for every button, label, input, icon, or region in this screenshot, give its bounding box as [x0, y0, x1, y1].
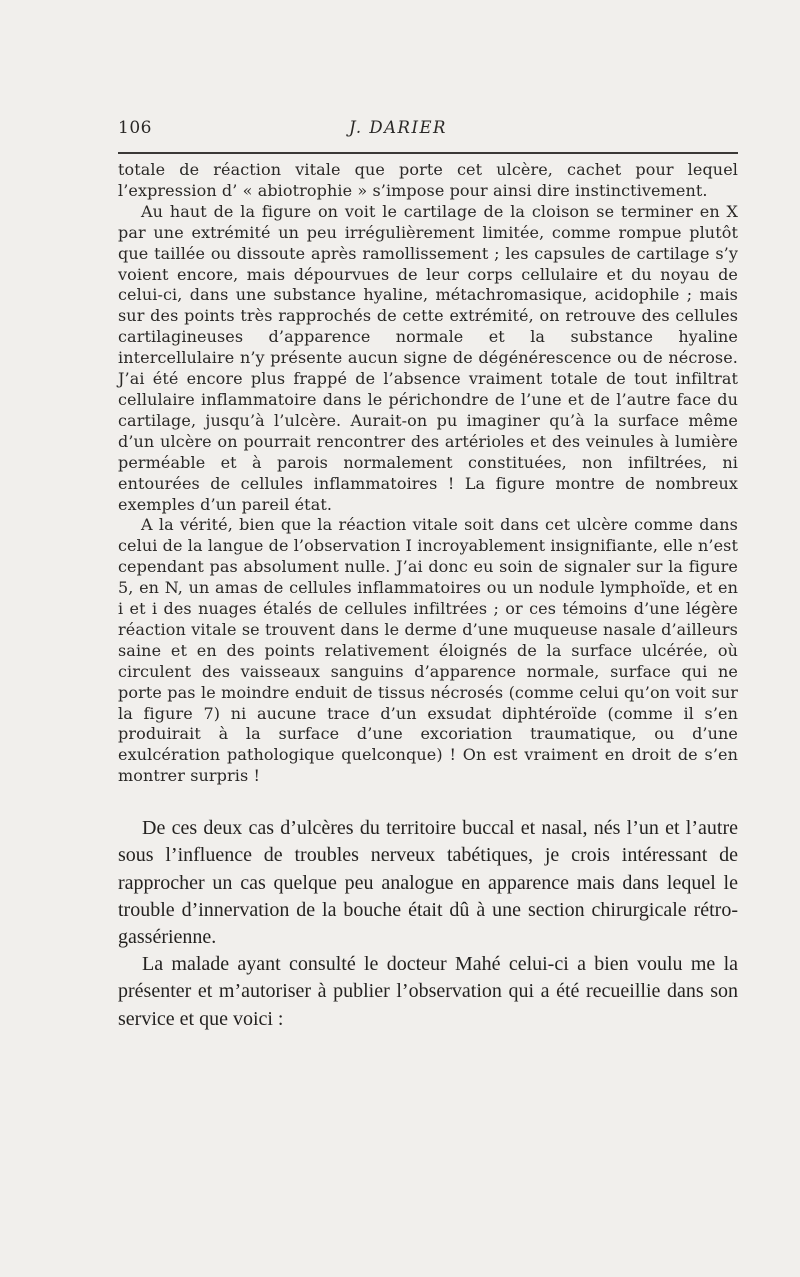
paragraph-1: totale de réaction vitale que porte cet ulcère, cachet pour lequel l’expression d’ « abiotrophie » s’impose pour ainsi dire instinctivement. — [118, 160, 738, 200]
paragraph-2: Au haut de la figure on voit le cartilage de la cloison se terminer en X par une extrémité un peu irrégulièrement limitée, comme rompue plutôt que taillée ou dissoute après ramollissement ; les capsules de cartilage s’y voient encore, mais dépourvues de leur corps cellulaire et du noyau de celui-ci, dans une substance hyaline, métachromasique, acidophile ; mais sur des points très rapprochés de cette extrémité, on retrouve des cellules cartilagineuses d’apparence normale et la substance hyaline intercellulaire n’y présente aucun signe de dégénérescence ou de nécrose. J’ai été encore plus frappé de l’absence vraiment totale de tout infiltrat cellulaire inflammatoire dans le périchondre de l’une et de l’autre face du cartilage, jusqu’à l’ulcère. Aurait-on pu imaginer qu’à la surface même d’un ulcère on pourrait rencontrer des artérioles et des veinules à lumière perméable et à parois normalement constituées, non infiltrées, ni entourées de cellules inflammatoires ! La figure montre de nombreux exemples d’un pareil état. — [118, 201, 738, 514]
paragraph-3: A la vérité, bien que la réaction vitale soit dans cet ulcère comme dans celui de la langue de l’observation I incroyablement insignifiante, elle n’est cependant pas absolument nulle. J’ai donc eu soin de signaler sur la figure 5, en N, un amas de cellules inflammatoires ou un nodule lymphoïde, et en i et i des nuages étalés de cellules infiltrées ; or ces témoins d’une légère réaction vitale se trouvent dans le derme d’une muqueuse nasale d’ailleurs saine et en des points relativement éloignés de la surface ulcérée, où circulent des vaisseaux sanguins d’apparence normale, surface qui ne porte pas le moindre enduit de tissus nécrosés (comme celui qu’on voit sur la figure 7) ni aucune trace d’un exsudat diphtéroïde (comme il s’en produirait à la surface d’une excoriation traumatique, ou d’une exulcération pathologique quelconque) ! On est vraiment en droit de s’en montrer surpris ! — [118, 515, 738, 786]
page-header — [118, 118, 738, 142]
header-rule — [118, 152, 738, 154]
large-paragraph-1: De ces deux cas d’ulcères du territoire buccal et nasal, nés l’un et l’autre sous l’influence de troubles nerveux tabétiques, je crois intéressant de rapprocher un cas quelque peu analogue en apparence mais dans lequel le trouble d’innervation de la bouche était dû à une section chirurgicale rétro-gassérienne. — [118, 817, 738, 948]
section-break — [118, 787, 738, 815]
large-paragraph-2: La malade ayant consulté le docteur Mahé celui-ci a bien voulu me la présenter et m’autoriser à publier l’observation qui a été recueillie dans son service et que voici : — [118, 953, 738, 1030]
running-head: J. DARIER — [349, 118, 447, 137]
body-text — [118, 160, 738, 1033]
page-number: 106 — [118, 118, 152, 138]
